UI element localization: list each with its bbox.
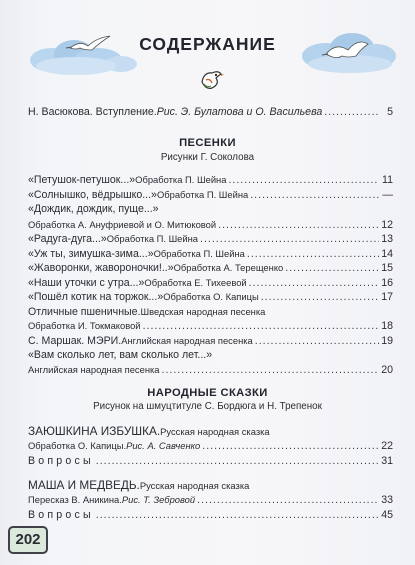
toc-entry-intro[interactable] (28, 106, 393, 118)
section-heading-tales: НАРОДНЫЕ СКАЗКИ (147, 387, 268, 399)
page-number-badge: 202 (8, 526, 48, 554)
page-number: 14 (381, 248, 393, 260)
entry-title: «Петушок-петушок...» (28, 174, 136, 186)
entry-note: Обработка О. Капицы (163, 291, 259, 302)
entry-title: «Дождик, дождик, пуще...» (28, 203, 159, 215)
entry-note: Обработка П. Шейна (135, 174, 227, 185)
page-number: 19 (381, 335, 393, 347)
page-title: СОДЕРЖАНИЕ (139, 34, 276, 54)
page-number: 15 (381, 262, 393, 274)
entry-note: Пересказ В. Аникина. (28, 494, 122, 505)
toc-entry-song[interactable] (28, 349, 393, 361)
page-number: 31 (381, 455, 393, 467)
entry-title: МАША И МЕДВЕДЬ. (28, 478, 140, 492)
entry-illustrator: Рис. А. Савченко (126, 440, 201, 451)
page-number: 20 (381, 364, 393, 376)
entry-note: Шведская народная песенка (140, 306, 266, 317)
toc-entry-song[interactable] (28, 335, 393, 347)
entry-title: «Пошёл котик на торжок...» (28, 291, 164, 303)
toc-entry-masha-title[interactable] (28, 478, 393, 492)
page-number: 18 (381, 320, 393, 332)
entry-note: Обработка А. Терещенко (173, 262, 284, 273)
entry-title: «Жаворонки, жавороночки!..» (28, 262, 174, 274)
toc-entry-song[interactable] (28, 248, 393, 260)
entry-title: «Уж ты, зимушка-зима...» (28, 248, 154, 260)
bird-ornament-icon (196, 64, 226, 94)
toc-entry-song[interactable] (28, 306, 393, 318)
toc-entry-song[interactable] (28, 219, 393, 231)
entry-note: Обработка Е. Тихеевой (144, 277, 247, 288)
entry-note: Английская народная песенка (28, 364, 160, 375)
page-number: 45 (381, 509, 393, 521)
entry-title: «Солнышко, вёдрышко...» (28, 189, 157, 201)
entry-title: «Наши уточки с утра...» (28, 277, 145, 289)
toc-entry-masha-questions[interactable] (28, 509, 393, 521)
entry-title: ЗАЮШКИНА ИЗБУШКА. (28, 424, 161, 438)
entry-note: Обработка А. Ануфриевой и О. Митюковой (28, 219, 217, 230)
entry-title: «Вам сколько лет, вам сколько лет...» (28, 349, 213, 361)
toc-entry-zaushkina-title[interactable] (28, 424, 393, 438)
section-heading-songs: ПЕСЕНКИ (179, 137, 236, 149)
entry-note: Английская народная песенка (121, 335, 253, 346)
entry-title: Отличные пшеничные. (28, 306, 141, 318)
entry-note: Русская народная сказка (139, 480, 250, 491)
section-subtitle-tales: Рисунок на шмуцтитуле С. Бордюга и Н. Трепенок (93, 401, 322, 412)
toc-entry-zaushkina[interactable] (28, 440, 393, 452)
toc-entry-song[interactable] (28, 233, 393, 245)
toc-entry-song[interactable] (28, 277, 393, 289)
entry-questions: Вопросы (28, 455, 94, 467)
entry-note: Обработка О. Капицы. (28, 440, 127, 451)
entry-note: Обработка П. Шейна (153, 248, 245, 259)
entry-title: С. Маршак. МЭРИ. (28, 335, 122, 347)
page-number: — (382, 189, 393, 201)
page-number: 22 (381, 440, 393, 452)
entry-note: Обработка П. Шейна (156, 189, 249, 200)
entry-note: Обработка И. Токмаковой (28, 320, 141, 331)
toc-entry-song[interactable] (28, 291, 393, 303)
toc-entry-song[interactable] (28, 320, 393, 332)
entry-illustrator: Рис. Т. Зебровой (121, 494, 196, 505)
toc-entry-song[interactable] (28, 203, 393, 215)
toc-entry-masha[interactable] (28, 494, 393, 506)
page-number: 12 (381, 219, 393, 231)
page-number: 11 (382, 174, 393, 186)
entry-illustrator: Рис. Э. Булатова и О. Васильева (156, 106, 323, 118)
toc-entry-song[interactable] (28, 174, 393, 186)
entry-title: «Радуга-дуга...» (28, 233, 107, 245)
entry-note: Обработка П. Шейна (106, 233, 199, 244)
page-number: 17 (381, 291, 393, 303)
toc-entry-zaushkina-questions[interactable] (28, 455, 393, 467)
entry-note: Русская народная сказка (160, 426, 270, 437)
toc-entry-song[interactable] (28, 189, 393, 201)
toc-entry-song[interactable] (28, 262, 393, 274)
entry-questions: Вопросы (28, 509, 94, 521)
page-number: 5 (387, 106, 393, 118)
page-number: 16 (381, 277, 393, 289)
section-subtitle-songs: Рисунки Г. Соколова (160, 152, 255, 163)
toc-entry-song[interactable] (28, 364, 393, 376)
page-number: 33 (381, 494, 393, 506)
page-number: 13 (381, 233, 393, 245)
entry-text: Н. Васюкова. Вступление. (28, 106, 157, 118)
